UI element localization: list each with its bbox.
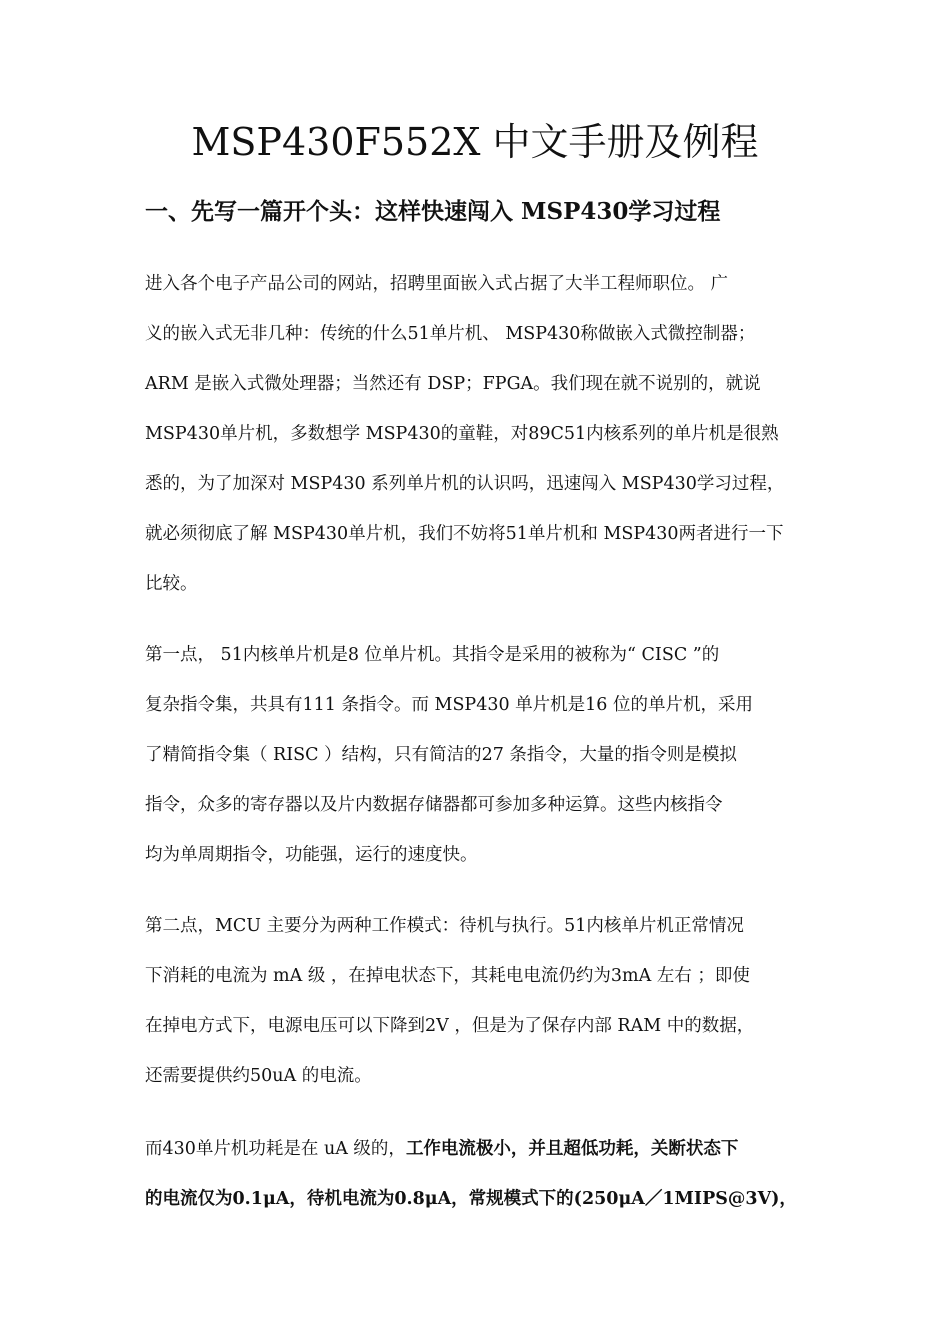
paragraph-3-line-1: 第二点，MCU 主要分为两种工作模式：待机与执行。51内核单片机正常情况 [145,916,744,936]
paragraph-1-line-1: 进入各个电子产品公司的网站，招聘里面嵌入式占据了大半工程师职位。 广 [145,274,729,294]
document-title: MSP430F552X 中文手册及例程 [191,120,759,164]
paragraph-1-line-3: ARM 是嵌入式微处理器；当然还有 DSP；FPGA。我们现在就不说别的，就说 [145,374,761,394]
paragraph-2-line-2: 复杂指令集，共具有111 条指令。而 MSP430 单片机是16 位的单片机，采用 [145,695,754,715]
paragraph-1-line-4: MSP430单片机，多数想学 MSP430的童鞋，对89C51内核系列的单片机是很熟 [145,424,779,444]
paragraph-1-line-7: 比较。 [145,574,198,594]
paragraph-3-line-4: 还需要提供约50uA 的电流。 [145,1066,372,1086]
paragraph-4-line-1-bold: 工作电流极小，并且超低功耗，关断状态下 [405,1139,739,1159]
section-heading: 一、先写一篇开个头：这样快速闯入 MSP430学习过程 [145,198,721,225]
paragraph-4-line-1-normal: 而430单片机功耗是在 uA 级的， [145,1139,406,1159]
paragraph-2-line-5: 均为单周期指令，功能强，运行的速度快。 [145,845,478,865]
paragraph-3-line-2: 下消耗的电流为 mA 级 ，在掉电状态下，其耗电电流仍约为3mA 左右 ；即使 [145,966,750,986]
paragraph-1-line-2: 义的嵌入式无非几种：传统的什么51单片机、 MSP430称做嵌入式微控制器； [145,324,756,344]
paragraph-4-line-1 [145,1135,738,1163]
paragraph-4-line-2: 的电流仅为0.1μA，待机电流为0.8μA，常规模式下的(250μA／1MIPS@3V)， [145,1189,797,1209]
paragraph-3-line-3: 在掉电方式下，电源电压可以下降到2V ，但是为了保存内部 RAM 中的数据， [145,1016,755,1036]
paragraph-2-line-1: 第一点， 51内核单片机是8 位单片机。其指令是采用的被称为“ CISC ”的 [145,645,720,665]
paragraph-2-line-4: 指令，众多的寄存器以及片内数据存储器都可参加多种运算。这些内核指令 [145,795,723,815]
paragraph-1-line-5: 悉的，为了加深对 MSP430 系列单片机的认识吗，迅速闯入 MSP430学习过程， [145,474,785,494]
paragraph-2-line-3: 了精简指令集（ RISC ）结构，只有简洁的27 条指令，大量的指令则是模拟 [145,745,737,765]
paragraph-1-line-6: 就必须彻底了解 MSP430单片机，我们不妨将51单片机和 MSP430两者进行一下 [145,524,784,544]
